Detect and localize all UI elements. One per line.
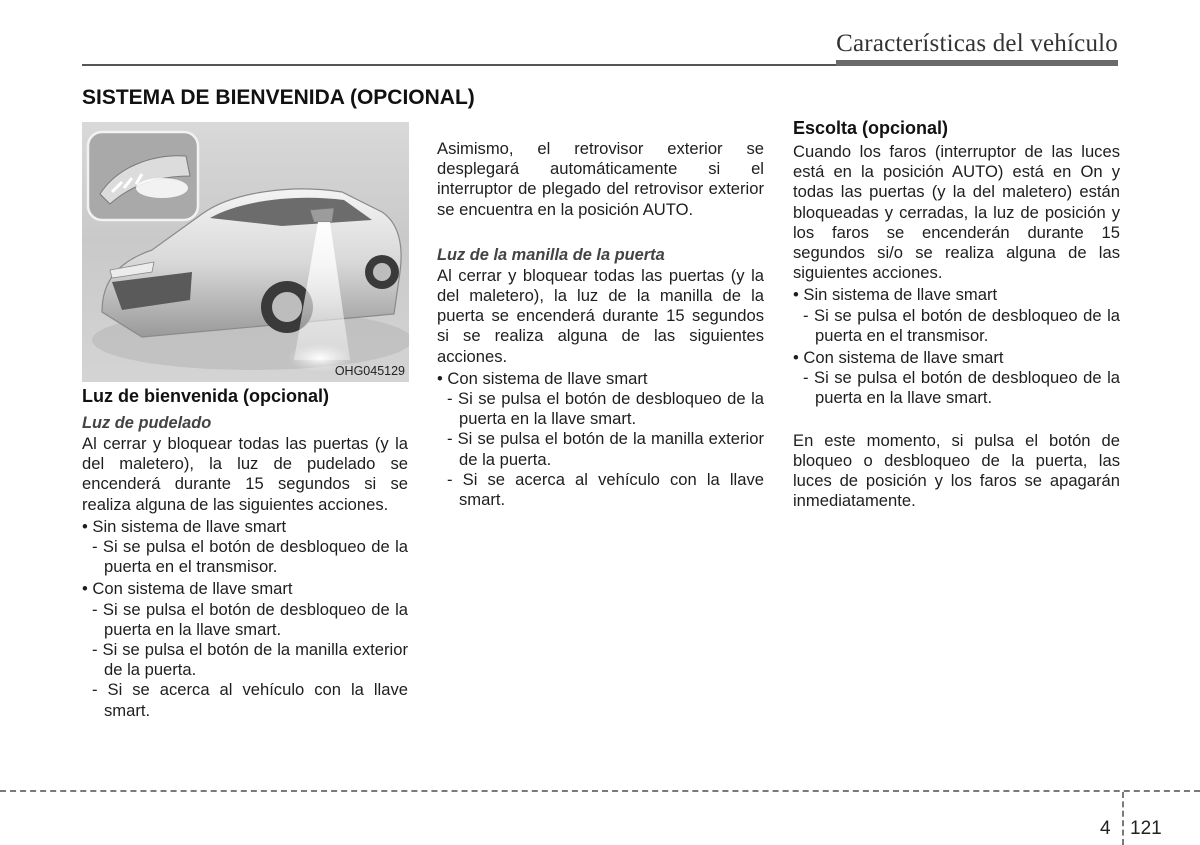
car-puddle-lamp-illustration — [82, 122, 409, 382]
list-item: - Si se pulsa el botón de la manilla exterior de la puerta. — [447, 429, 764, 469]
list-item: - Si se pulsa el botón de desbloqueo de la puerta en el transmisor. — [92, 537, 408, 577]
paragraph: En este momento, si pulsa el botón de bloqueo o desbloqueo de la puerta, las luces de posición y los faros se apagarán inmediatamente. — [793, 430, 1120, 511]
section-title: SISTEMA DE BIENVENIDA (OPCIONAL) — [82, 86, 475, 109]
heading-escolta: Escolta (opcional) — [793, 118, 949, 138]
heading-luz-de-bienvenida: Luz de bienvenida (opcional) — [82, 386, 330, 406]
paragraph: Al cerrar y bloquear todas las puertas (y la del maletero), la luz de la manilla de la puerta se encenderá durante 15 segundos si se realiza alguna de las siguientes acciones. — [437, 265, 764, 366]
paragraph: Cuando los faros (interruptor de las luces está en la posición AUTO) está en On y todas las puertas (y la del maletero) están bloqueadas y cerradas, la luz de posición y los faros se encenderán durante 15 segundos si/o se realiza alguna de las siguientes acciones. — [793, 142, 1120, 283]
paragraph: Al cerrar y bloquear todas las puertas (y la del maletero), la luz de pudelado se encenderá durante 15 segundos si se realiza alguna de las siguientes acciones. — [82, 434, 408, 514]
list-item: - Si se acerca al vehículo con la llave smart. — [92, 680, 408, 720]
page-number: 121 — [1130, 818, 1162, 839]
running-header: Características del vehículo — [836, 30, 1118, 57]
paragraph: Asimismo, el retrovisor exterior se desplegará automáticamente si el interruptor de plegado del retrovisor exterior se encuentra en la posición AUTO. — [437, 139, 764, 219]
list-item: • Sin sistema de llave smart — [82, 516, 287, 536]
footer-separator — [1122, 792, 1124, 845]
list-item: • Sin sistema de llave smart — [793, 285, 998, 305]
list-item: - Si se pulsa el botón de desbloqueo de la puerta en la llave smart. — [447, 389, 764, 429]
figure-code: OHG045129 — [334, 364, 405, 378]
chapter-number: 4 — [1100, 818, 1111, 839]
list-item: - Si se acerca al vehículo con la llave smart. — [447, 469, 764, 510]
list-item: • Con sistema de llave smart — [437, 368, 648, 388]
column-1 — [82, 384, 408, 721]
column-2 — [437, 139, 764, 510]
list-item: • Con sistema de llave smart — [82, 579, 293, 599]
bullet-list — [82, 517, 408, 721]
bullet-list — [437, 369, 764, 510]
list-item: - Si se pulsa el botón de desbloqueo de la puerta en el transmisor. — [803, 305, 1120, 345]
footer-dashed-rule — [0, 790, 1200, 792]
list-item: - Si se pulsa el botón de desbloqueo de la puerta en la llave smart. — [803, 368, 1120, 408]
list-item: • Con sistema de llave smart — [793, 348, 1004, 368]
bullet-list — [793, 285, 1120, 408]
list-item: - Si se pulsa el botón de desbloqueo de la puerta en la llave smart. — [92, 599, 408, 639]
figure-car-illustration — [82, 122, 409, 382]
column-3 — [793, 116, 1120, 511]
header-accent-bar — [836, 60, 1118, 66]
subheading-luz-manilla: Luz de la manilla de la puerta — [437, 245, 665, 264]
subheading-luz-de-pudelado: Luz de pudelado — [82, 414, 212, 432]
list-item: - Si se pulsa el botón de la manilla exterior de la puerta. — [92, 640, 408, 680]
